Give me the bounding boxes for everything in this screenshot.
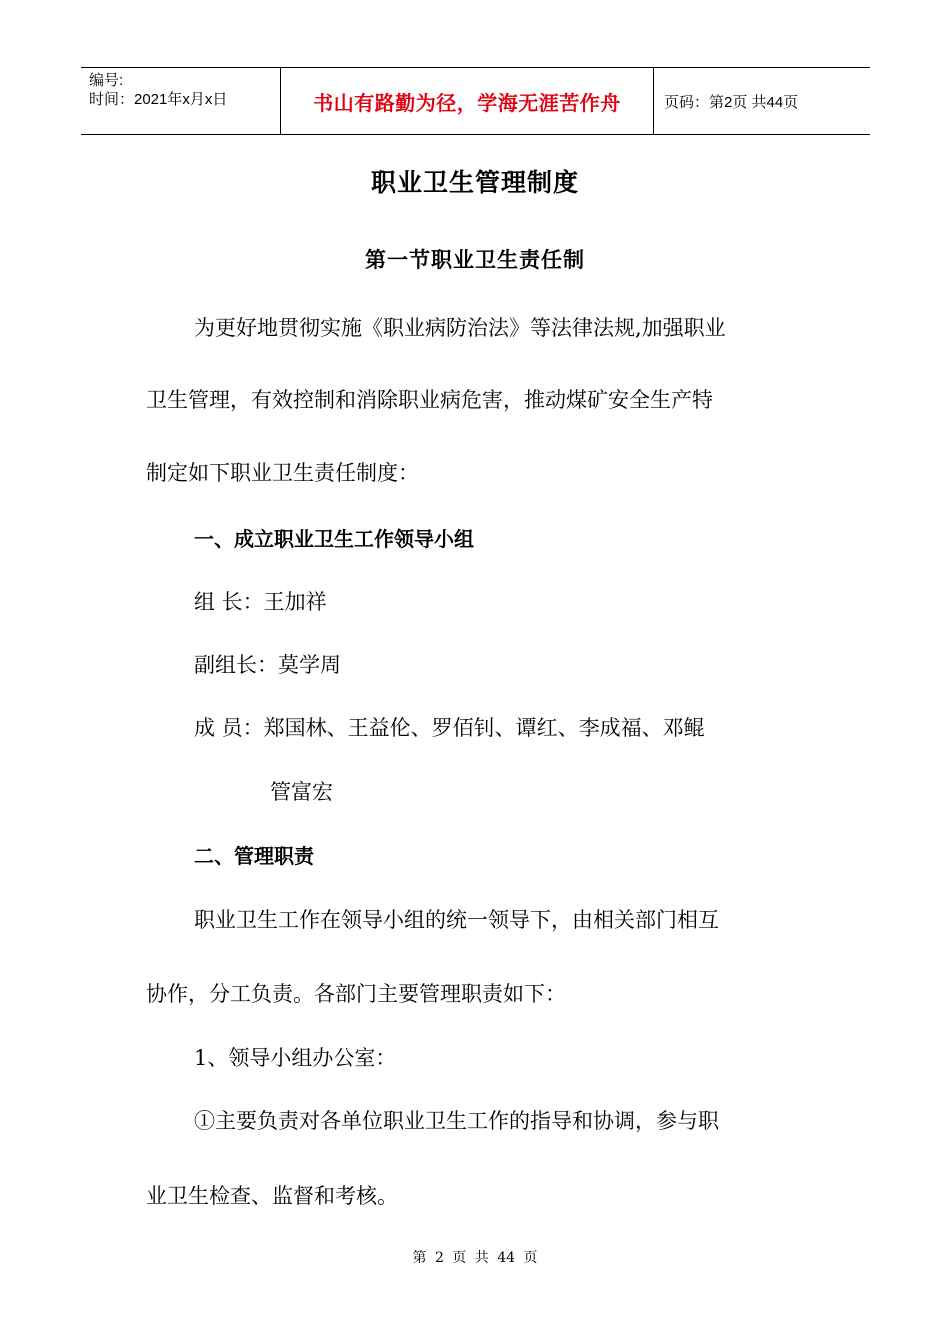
- list-item-office: 1、领导小组办公室：: [194, 1046, 397, 1070]
- heading-leadership-group: 一、成立职业卫生工作领导小组: [194, 527, 474, 551]
- group-members: 成 员：郑国林、王益伦、罗佰钊、谭红、李成福、邓鲲: [194, 716, 705, 740]
- paragraph-line: 制定如下职业卫生责任制度：: [146, 461, 419, 485]
- deputy-leader: 副组长：莫学周: [194, 653, 341, 677]
- paragraph-line: ①主要负责对各单位职业卫生工作的指导和协调，参与职: [194, 1109, 719, 1133]
- section-title: 第一节职业卫生责任制: [365, 248, 585, 272]
- paragraph-line: 业卫生检查、监督和考核。: [146, 1184, 398, 1208]
- number-label: 编号:: [89, 72, 124, 89]
- time-label: 时间：2021年x月x日: [89, 91, 228, 108]
- paragraph-line: 卫生管理，有效控制和消除职业病危害，推动煤矿安全生产特: [146, 388, 713, 412]
- document-title: 职业卫生管理制度: [370, 168, 579, 197]
- header-meta: [81, 68, 281, 134]
- group-members-continued: 管富宏: [270, 780, 333, 804]
- paragraph-line: 为更好地贯彻实施《职业病防治法》等法律法规,加强职业: [194, 316, 726, 340]
- paragraph-line: 协作，分工负责。各部门主要管理职责如下：: [146, 982, 566, 1006]
- header-motto: 书山有路勤为径，学海无涯苦作舟: [281, 68, 654, 134]
- group-leader: 组 长：王加祥: [194, 590, 327, 614]
- header-page-info: 页码：第2页 共44页: [664, 93, 799, 111]
- page-footer: 第 2 页 共 44 页: [412, 1250, 538, 1266]
- page-header: [81, 67, 870, 135]
- heading-responsibilities: 二、管理职责: [194, 844, 314, 868]
- paragraph-line: 职业卫生工作在领导小组的统一领导下，由相关部门相互: [194, 908, 719, 932]
